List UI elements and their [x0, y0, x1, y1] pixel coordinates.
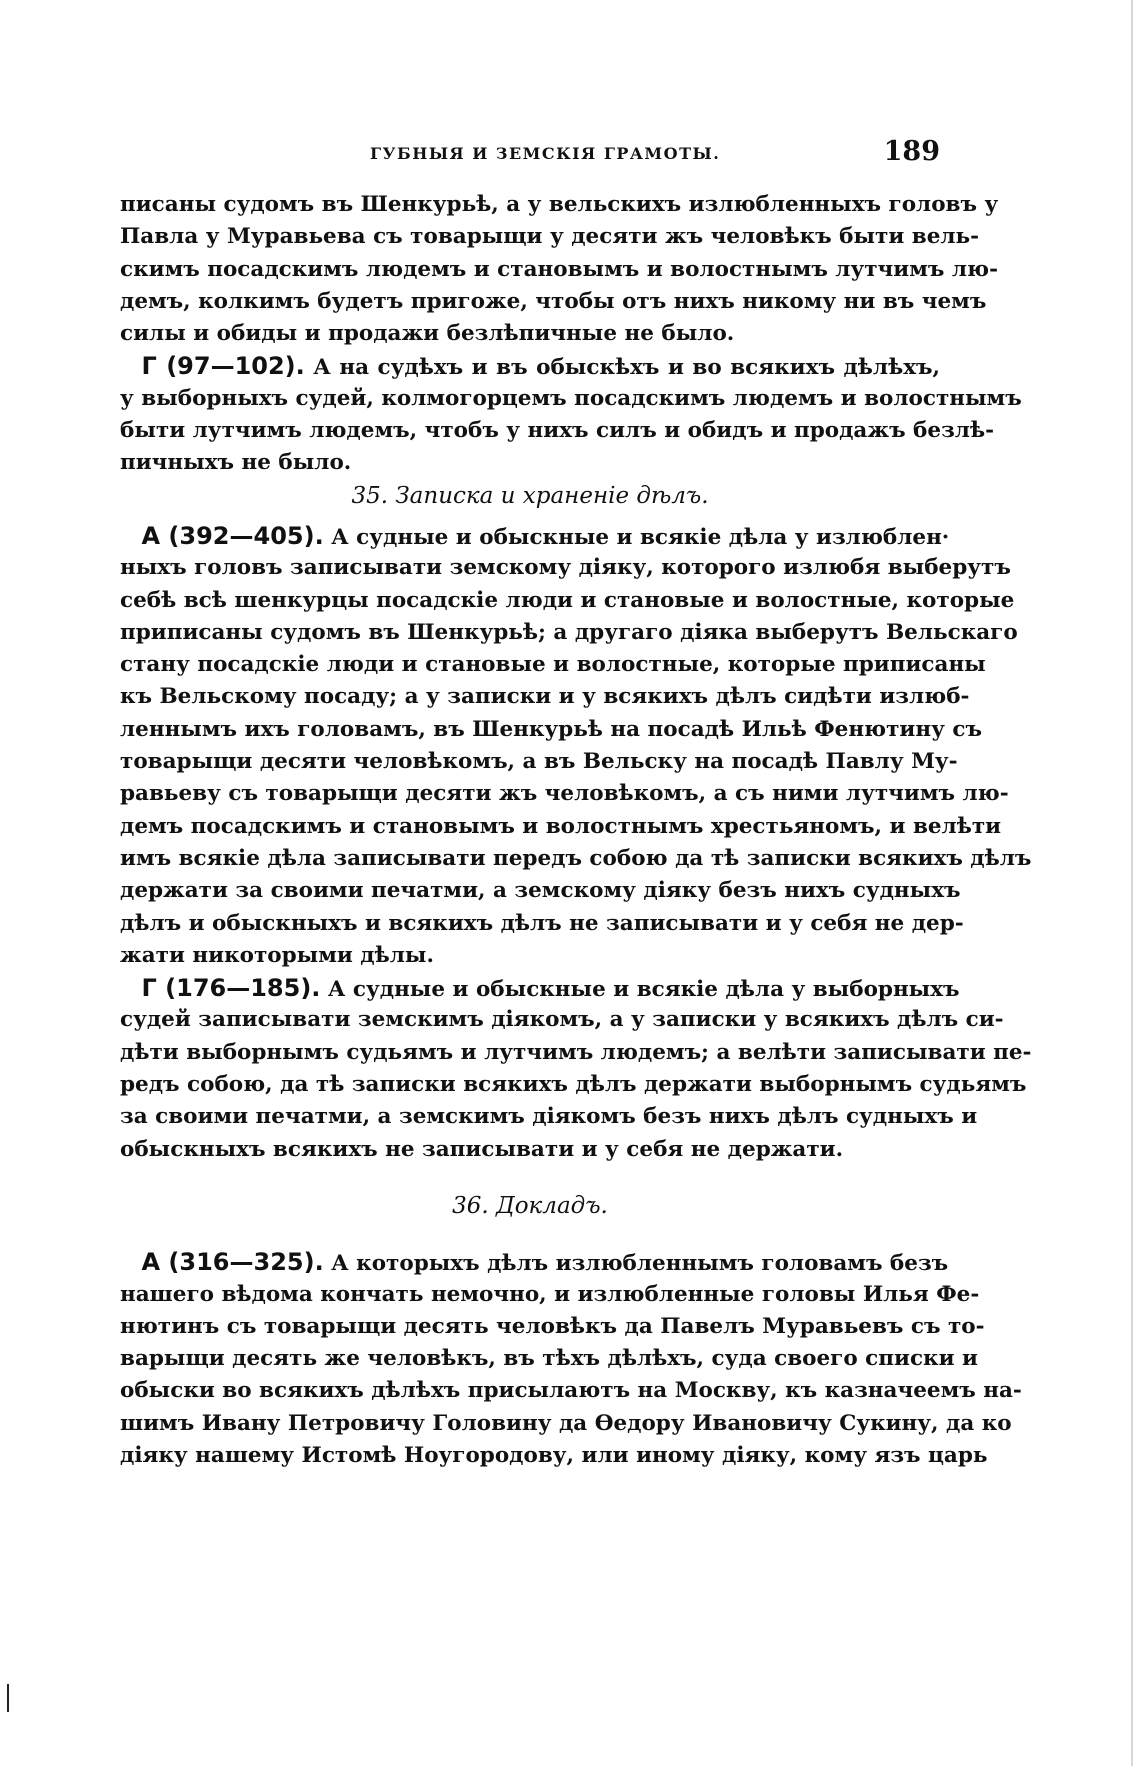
- paragraph-g-97-102: [120, 350, 1022, 479]
- running-title: ГУБНЫЯ И ЗЕМСКІЯ ГРАМОТЫ.: [370, 144, 721, 163]
- text-line: [120, 972, 960, 1004]
- text-line: жати никоторыми дѣлы.: [120, 942, 434, 968]
- text-line: нютинъ съ товарыщи десять человѣкъ да Павелъ Муравьевъ съ то-: [120, 1313, 985, 1339]
- page-edge: [1131, 0, 1133, 1766]
- line-text: А которыхъ дѣлъ излюбленнымъ головамъ безъ: [323, 1251, 949, 1277]
- text-line: скимъ посадскимъ людемъ и становымъ и волостнымъ лутчимъ лю-: [120, 256, 999, 282]
- text-line: демъ, колкимъ будетъ пригоже, чтобы отъ нихъ никому ни въ чемъ: [120, 288, 987, 314]
- text-line: стану посадскіе люди и становые и волостные, которые приписаны: [120, 652, 986, 678]
- line-text: А судные и обыскные и всякіе дѣла у выборныхъ: [320, 977, 960, 1003]
- text-line: Павла у Муравьева съ товарыщи у десяти жъ человѣкъ быти вель-: [120, 224, 980, 250]
- text-line: ныхъ головъ записывати земскому дiяку, которого излюбя выберутъ: [120, 555, 1011, 581]
- text-line: шимъ Ивану Петровичу Головину да Ѳедору Ивановичу Сукину, да ко: [120, 1410, 1012, 1436]
- text-line: обыскныхъ всякихъ не записывати и у себя не держати.: [120, 1136, 844, 1162]
- text-line: обыски во всякихъ дѣлѣхъ присылаютъ на Москву, къ казначеемъ на-: [120, 1378, 1022, 1404]
- text-line: имъ всякіе дѣла записывати передъ собою да тѣ записки всякихъ дѣлъ: [120, 845, 1032, 871]
- paragraph-a-392-405: [120, 520, 1032, 972]
- text-line: писаны судомъ въ Шенкурьѣ, а у вельскихъ излюбленныхъ головъ у: [120, 192, 999, 217]
- text-line: у выборныхъ судей, колмогорцемъ посадскимъ людемъ и волостнымъ: [120, 385, 1022, 411]
- text-line: [120, 350, 940, 382]
- source-reference: А (392—405).: [141, 521, 324, 550]
- text-line: нашего вѣдома кончать немочно, и излюбленные головы Илья Фе-: [120, 1281, 980, 1307]
- text-line: себѣ всѣ шенкурцы посадскіе люди и становые и волостные, которые: [120, 587, 1015, 613]
- source-reference: А (316—325).: [141, 1248, 324, 1277]
- line-text: А на судѣхъ и въ обыскѣхъ и во всякихъ дѣлѣхъ,: [304, 355, 940, 381]
- text-line: приписаны судомъ въ Шенкурьѣ; а другаго дiяка выберутъ Вельскаго: [120, 619, 1018, 645]
- paragraph-g-176-185: [120, 972, 1032, 1166]
- page-header: [120, 132, 940, 172]
- text-line: быти лутчимъ людемъ, чтобъ у нихъ силъ и обидъ и продажъ безлѣ-: [120, 418, 994, 444]
- text-line: демъ посадскимъ и становымъ и волостнымъ хрестьяномъ, и велѣти: [120, 813, 1002, 839]
- text-line: судей записывати земскимъ дiякомъ, а у записки у всякихъ дѣлъ си-: [120, 1007, 1004, 1033]
- text-line: дiяку нашему Истомѣ Ноугородову, или иному дiяку, кому язъ царь: [120, 1442, 988, 1468]
- source-reference: Г (176—185).: [141, 974, 321, 1003]
- page-number: 189: [883, 136, 940, 167]
- text-line: товарыщи десяти человѣкомъ, а въ Вельску на посадѣ Павлу Му-: [120, 749, 958, 775]
- text-line: къ Вельскому посаду; а у записки и у всякихъ дѣлъ сидѣти излюб-: [120, 684, 970, 710]
- text-line: за своими печатми, а земскимъ дiякомъ безъ нихъ дѣлъ судныхъ и: [120, 1104, 978, 1130]
- text-line: варыщи десять же человѣкъ, въ тѣхъ дѣлѣхъ, суда своего списки и: [120, 1346, 978, 1372]
- text-line: силы и обиды и продажи безлѣпичные не было.: [120, 321, 735, 347]
- text-line: дѣти выборнымъ судьямъ и лутчимъ людемъ; а велѣти записывати пе-: [120, 1039, 1032, 1065]
- text-line: равьеву съ товарыщи десяти жъ человѣкомъ, а съ ними лутчимъ лю-: [120, 781, 1009, 807]
- line-text: А судные и обыскные и всякіе дѣла у излюблен·: [323, 524, 950, 550]
- text-line: леннымъ ихъ головамъ, въ Шенкурьѣ на посадѣ Ильѣ Фенютину съ: [120, 716, 982, 742]
- source-reference: Г (97—102).: [141, 352, 305, 381]
- text-line: [120, 1246, 949, 1278]
- page-body: [120, 189, 1032, 1472]
- scan-mark: [7, 1684, 9, 1712]
- text-line: редъ собою, да тѣ записки всякихъ дѣлъ держати выборнымъ судьямъ: [120, 1072, 1027, 1098]
- text-line: держати за своими печатми, а земскому дiяку безъ нихъ судныхъ: [120, 878, 961, 904]
- paragraph-continuation: [120, 189, 999, 350]
- section-heading-35: 35. Записка и храненіе дѣлъ.: [351, 482, 709, 509]
- text-line: [120, 520, 950, 552]
- paragraph-a-316-325: [120, 1246, 1022, 1472]
- text-line: пичныхъ не было.: [120, 450, 352, 476]
- text-line: дѣлъ и обыскныхъ и всякихъ дѣлъ не записывати и у себя не дер-: [120, 910, 964, 936]
- section-heading-36: 36. Докладъ.: [452, 1192, 608, 1219]
